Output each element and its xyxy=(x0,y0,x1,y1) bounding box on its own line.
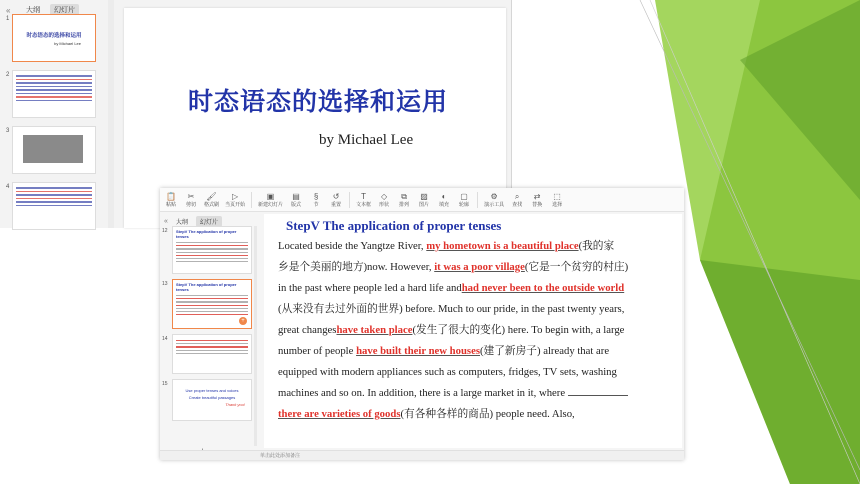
find-icon: ⌕ xyxy=(514,191,520,201)
layout-button[interactable] xyxy=(287,189,305,211)
toolbar-button-label: 重置 xyxy=(331,201,342,208)
passage-text: (发生了很大的变化) here. To begin with, a large xyxy=(412,324,625,336)
passage-text: great changes xyxy=(278,324,337,336)
tab-outline[interactable]: 大纲 xyxy=(175,220,188,226)
slide-number: 2 xyxy=(6,72,10,78)
picture-button[interactable] xyxy=(415,189,433,211)
passage-line xyxy=(278,299,676,320)
tab-outline[interactable]: 大纲 xyxy=(26,7,40,14)
toolbar-button-label: 轮廓 xyxy=(459,201,470,208)
slide-thumbnail[interactable] xyxy=(162,379,254,421)
replace-button[interactable] xyxy=(528,189,546,211)
slide-thumbnail-preview[interactable] xyxy=(12,14,96,62)
format-painter-button[interactable] xyxy=(202,189,221,211)
passage-line xyxy=(278,404,676,425)
picture-icon: ▨ xyxy=(420,191,428,201)
slide-title: 时态语态的选择和运用 xyxy=(188,87,449,116)
passage-text: machines and so on. In addition, there is a large market in it, where xyxy=(278,387,568,399)
toolbar-button-label: 排列 xyxy=(399,201,410,208)
tab-slides[interactable]: 幻灯片 xyxy=(50,4,79,16)
notes-placeholder[interactable]: 单击此处添加备注 xyxy=(260,453,301,459)
arrange-icon: ⧉ xyxy=(401,191,407,201)
toolbar-button-label: 查找 xyxy=(512,201,523,208)
toolbar-divider xyxy=(349,192,350,208)
slide-number: 4 xyxy=(6,184,10,190)
toolbar-button-label: 新建幻灯片 xyxy=(258,201,284,208)
collapse-panel-icon[interactable]: « xyxy=(164,218,168,225)
thumbnail-image xyxy=(23,135,83,163)
new-slide-icon: ▣ xyxy=(266,191,275,201)
thumbnail-text: Use proper tenses and voices xyxy=(185,388,239,393)
textbox-button[interactable] xyxy=(354,189,373,211)
answer-text: it was a poor village xyxy=(434,261,525,273)
answer-text: there are varieties of goods xyxy=(278,408,401,420)
toolbar-button-label: 当页开始 xyxy=(225,201,246,208)
thumbnail-text: Create beautiful passages xyxy=(188,395,236,400)
passage-text: number of people xyxy=(278,345,357,357)
passage-line xyxy=(278,383,676,404)
slide-thumbnail[interactable] xyxy=(162,279,254,329)
slide-byline: by Michael Lee xyxy=(319,132,414,148)
passage-text: equipped with modern appliances such as computers, fridges, TV sets, washing xyxy=(278,366,617,378)
thumbnail-scrollbar[interactable] xyxy=(254,226,257,446)
passage-text: (建了新房子) already that are xyxy=(479,345,610,357)
toolbar-button-label: 图片 xyxy=(419,201,430,208)
slide-number: 12 xyxy=(162,228,168,234)
slide-number: 13 xyxy=(162,281,168,287)
slide-thumbnail-preview[interactable] xyxy=(12,70,96,118)
answer-text: have taken place xyxy=(336,324,413,336)
notes-bar xyxy=(160,450,684,460)
shape-button[interactable] xyxy=(375,189,393,211)
passage-text: 乡是个美丽的地方)now. However, xyxy=(278,261,435,273)
shape-icon: ◇ xyxy=(380,191,388,201)
slide-number: 14 xyxy=(162,336,168,342)
slide-number: 15 xyxy=(162,381,168,387)
replace-icon: ⇄ xyxy=(533,191,541,201)
slide-thumbnail-list xyxy=(4,14,96,238)
section-icon: § xyxy=(313,191,319,201)
slide-body[interactable] xyxy=(278,236,676,425)
reset-button[interactable] xyxy=(327,189,345,211)
thumbnail-title: StepV The application of proper tenses xyxy=(176,282,237,292)
thumbnail-title: StepV The application of proper tenses xyxy=(176,229,237,239)
section-button[interactable] xyxy=(307,189,325,211)
toolbar-button-label: 版式 xyxy=(291,201,302,208)
thumbnail-title: 时态语态的选择和运用 xyxy=(26,33,82,39)
passage-text: in the past where people led a hard life and xyxy=(278,282,462,294)
passage-line xyxy=(278,362,676,383)
answer-text: have built their new houses xyxy=(356,345,480,357)
select-button[interactable] xyxy=(548,189,566,211)
fill-icon: ◐ xyxy=(441,191,447,201)
slide-heading: StepV The application of proper tenses xyxy=(286,218,502,233)
passage-text: (我的家 xyxy=(578,240,615,252)
slide-thumbnail[interactable] xyxy=(162,226,254,274)
passage-line xyxy=(278,320,676,341)
textbox-icon: T xyxy=(361,191,366,201)
paste-icon: 📋 xyxy=(166,191,176,201)
slide-thumbnail-preview[interactable] xyxy=(172,226,252,274)
answer-text: had never been to the outside world xyxy=(461,282,625,294)
toolbar-button-label: 演示工具 xyxy=(484,201,505,208)
cut-icon: ✂ xyxy=(187,191,195,201)
presentation-tools-icon: ⚙ xyxy=(490,191,498,201)
slide-thumbnail[interactable] xyxy=(4,14,96,66)
thumbnail-scrollbar[interactable] xyxy=(108,0,114,228)
passage-line xyxy=(278,236,676,257)
slide-thumbnail-preview[interactable] xyxy=(172,379,252,421)
toolbar-button-label: 文本框 xyxy=(356,201,372,208)
cut-button[interactable] xyxy=(182,189,200,211)
ribbon-toolbar xyxy=(160,188,684,212)
toolbar-divider xyxy=(251,192,252,208)
reset-icon: ↺ xyxy=(332,191,340,201)
slide-thumbnail-preview[interactable] xyxy=(12,126,96,174)
toolbar-button-label: 剪切 xyxy=(185,201,196,208)
play-button[interactable] xyxy=(223,189,247,211)
arrange-button[interactable] xyxy=(395,189,413,211)
answer-blank xyxy=(568,384,628,396)
slide-number: 3 xyxy=(6,128,10,134)
toolbar-button-label: 格式刷 xyxy=(204,201,220,208)
collapse-panel-icon[interactable]: « xyxy=(6,5,11,15)
passage-text: (从来没有去过外面的世界) before. Much to our pride, in the past twenty years, xyxy=(278,303,625,315)
passage-text: Located beside the Yangtze River, xyxy=(278,240,427,252)
thumbnail-subtitle: by Michael Lee xyxy=(54,41,81,46)
passage-text: (它是一个贫穷的村庄) xyxy=(524,261,629,273)
passage-text: (有各种各样的商品) people need. Also, xyxy=(400,408,575,420)
slide-thumbnail[interactable] xyxy=(4,126,96,178)
select-icon: ⬚ xyxy=(553,191,561,201)
layout-icon: ▤ xyxy=(292,191,300,201)
find-button[interactable] xyxy=(508,189,526,211)
slide-thumbnail[interactable] xyxy=(4,70,96,122)
slide-number: 1 xyxy=(6,16,10,22)
slide-thumbnail-preview[interactable] xyxy=(12,182,96,230)
play-icon: ▷ xyxy=(231,191,239,201)
new-slide-button[interactable] xyxy=(256,189,285,211)
toolbar-button-label: 节 xyxy=(313,201,319,208)
presentation-tools-button[interactable] xyxy=(482,189,506,211)
toolbar-divider xyxy=(477,192,478,208)
slide-thumbnail-preview[interactable] xyxy=(172,279,252,329)
slide-thumbnail-list xyxy=(162,226,254,426)
outline-button[interactable] xyxy=(455,189,473,211)
format-painter-icon: 🖌 xyxy=(206,191,217,201)
fill-button[interactable] xyxy=(435,189,453,211)
foreground-editor-window xyxy=(160,188,684,460)
add-animation-icon[interactable]: + xyxy=(239,317,247,325)
toolbar-button-label: 粘贴 xyxy=(165,201,176,208)
slide-thumbnail[interactable] xyxy=(4,182,96,234)
passage-line xyxy=(278,278,676,299)
tab-slides[interactable]: 幻灯片 xyxy=(196,216,222,227)
passage-line xyxy=(278,341,676,362)
slide-thumbnail[interactable] xyxy=(162,334,254,374)
passage-line xyxy=(278,257,676,278)
toolbar-button-label: 选择 xyxy=(552,201,563,208)
toolbar-button-label: 替换 xyxy=(532,201,543,208)
slide-thumbnail-preview[interactable] xyxy=(172,334,252,374)
outline-icon: ▢ xyxy=(460,191,468,201)
thumbnail-text: Thank you! xyxy=(225,402,245,407)
toolbar-button-label: 形状 xyxy=(379,201,390,208)
paste-button[interactable] xyxy=(162,189,180,211)
toolbar-button-label: 填充 xyxy=(439,201,450,208)
slide-canvas[interactable] xyxy=(264,214,682,448)
answer-text: my hometown is a beautiful place xyxy=(426,240,579,252)
